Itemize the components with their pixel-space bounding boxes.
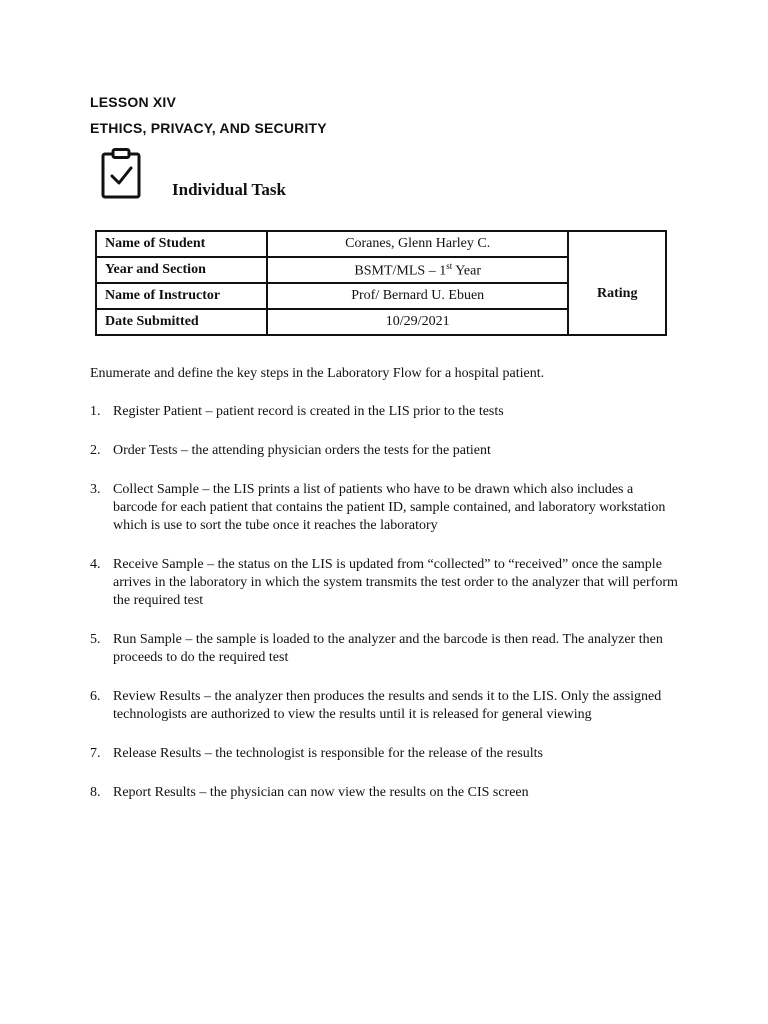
list-item: 6. Review Results – the analyzer then produces the results and sends it to the LIS. Only the assigned technologists are authorized to view the results until it is released for general viewing (90, 689, 662, 722)
student-info-table (95, 230, 667, 336)
list-item: 2. Order Tests – the attending physician orders the tests for the patient (90, 443, 491, 458)
list-item: 4. Receive Sample – the status on the LIS is updated from “collected” to “received” once the sample arrives in the laboratory in which the system transmits the test order to the analyzer that will perform the required test (90, 557, 678, 608)
date-submitted-label: Date Submitted (96, 309, 267, 335)
list-item: 8. Report Results – the physician can now view the results on the CIS screen (90, 785, 529, 800)
lab-flow-steps (90, 403, 680, 802)
task-title: Individual Task (172, 180, 286, 199)
list-item: 3. Collect Sample – the LIS prints a list of patients who have to be drawn which also includes a barcode for each patient that contains the patient ID, sample contained, and laboratory workstation which is use to sort the tube once it reaches the laboratory (90, 482, 666, 533)
year-section-value: BSMT/MLS – 1st Year (267, 257, 569, 283)
student-name-value: Coranes, Glenn Harley C. (267, 231, 569, 257)
student-name-label: Name of Student (96, 231, 267, 257)
rating-cell: Rating (568, 231, 666, 335)
question-prompt: Enumerate and define the key steps in the Laboratory Flow for a hospital patient. (90, 366, 545, 381)
year-section-label: Year and Section (96, 257, 267, 283)
list-item: 7. Release Results – the technologist is responsible for the release of the results (90, 746, 544, 761)
table-row (96, 231, 666, 257)
instructor-label: Name of Instructor (96, 283, 267, 309)
lesson-topic: ETHICS, PRIVACY, AND SECURITY (90, 120, 327, 136)
list-item: 1. Register Patient – patient record is created in the LIS prior to the tests (90, 404, 504, 419)
instructor-value: Prof/ Bernard U. Ebuen (267, 283, 569, 309)
date-submitted-value: 10/29/2021 (267, 309, 569, 335)
lesson-number: LESSON XIV (90, 94, 177, 110)
clipboard-check-icon (100, 148, 142, 200)
list-item: 5. Run Sample – the sample is loaded to the analyzer and the barcode is then read. The analyzer then proceeds to do the required test (90, 632, 663, 665)
